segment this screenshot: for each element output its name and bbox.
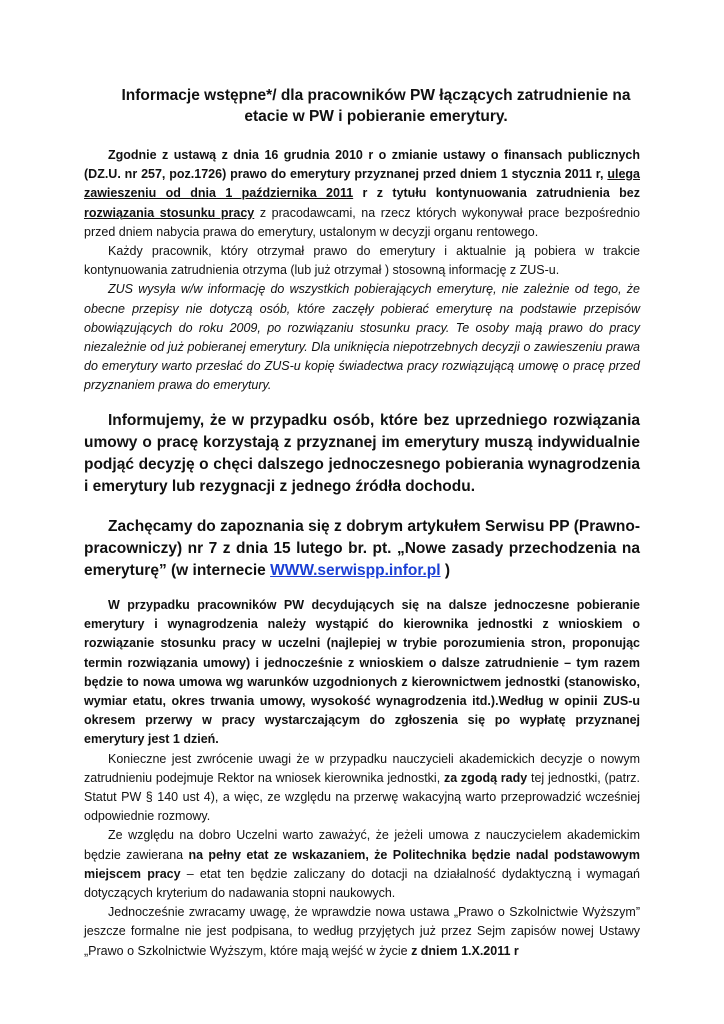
no-termination-text: rozwiązania stosunku pracy	[84, 205, 255, 220]
rector-text: Konieczne jest zwrócenie uwagi że w przypadku nauczycieli akademickich decyzje o nowym zatrudnieniu podejmuje Rektor na wniosek kierownika jednostki,	[84, 751, 640, 785]
body-paragraph-1: W przypadku pracowników PW decydujących się na dalsze jednoczesne pobieranie emerytury i wynagrodzenia należy wystąpić do kierownika jednostki z wnioskiem o rozwiązanie stosunku pracy w uczelni (najlepiej w trybie porozumienia stron, proponując termin rozwiązania umowy) i jednocześnie z wnioskiem o dalsze zatrudnienie – tym razem będzie to nowa umowa wg warunków uzgodnionych z kierownictwem jednostki (stanowisko, wymiar etatu, okres trwania umowy, wysokość wynagrodzenia itd.).Według w opinii ZUS-u okresem przerwy w pracy wystarczającym do zgłoszenia się po wypłatę przyznanej emerytury jest 1 dzień.	[84, 598, 640, 747]
body-paragraph-2	[84, 750, 640, 827]
law-reference: Zgodnie z ustawą z dnia 16 grudnia 2010 r o zmianie ustawy o finansach publicznych (DZ.U. nr 257, poz.1726) prawo do emerytury przyznanej przed dniem 1 stycznia 2011 r,	[84, 148, 640, 182]
intro-paragraph-3: ZUS wysyła w/w informację do wszystkich pobierających emeryturę, nie zależnie od tego, że obecne przepisy nie dotyczą osób, które zaczęły pobierać emeryturę na podstawie przepisów obowiązujących do roku 2009, po rozwiązaniu stosunku pracy. Te osoby mają prawo do pracy niezależnie od już pobieranej emerytury. Dla uniknięcia niepotrzebnych decyzji o zawieszeniu prawa do emerytury warto przesłać do ZUS-u kopię świadectwa pracy rozwiązującą umowę o pracę przed przyznaniem prawa do emerytury.	[84, 282, 640, 393]
intro-section	[84, 146, 640, 396]
encourage-close: )	[444, 562, 451, 579]
document-title	[84, 85, 668, 127]
serwispp-link[interactable]: WWW.serwispp.infor.pl	[270, 562, 441, 579]
continuation-text: r z tytułu kontynuowania zatrudnienia bez	[362, 186, 640, 201]
statute-text: tej jednostki, (patrz. Statut PW § 140 ust 4), a więc, ze względu na przerwę wakacyjną warto przeprowadzić wcześniej odpowiednie rozmowy.	[84, 770, 640, 824]
body-paragraph-3	[84, 826, 640, 903]
didactic-text: – etat ten będzie zaliczany do dotacji na działalność dydaktyczną i wymagań dotyczących kryterium do nadawania stopni naukowych.	[84, 866, 640, 901]
body-section	[84, 596, 640, 961]
employer-text: z pracodawcami, na rzecz których wykonywał prace bezpośrednio przed dniem nabycia prawa do emerytury, ustalonym w decyzji organu rentowego.	[84, 205, 640, 239]
inform-section	[84, 410, 640, 498]
intro-paragraph-1	[84, 146, 640, 242]
suspension-date: ulega zawieszeniu od dnia 1 października 2011	[84, 167, 640, 201]
council-consent: za zgodą rady	[443, 770, 528, 785]
intro-paragraph-2: Każdy pracownik, który otrzymał prawo do emerytury i aktualnie ją pobiera w trakcie kontynuowania zatrudnienia otrzyma (lub już otrzymał ) stosowną informację z ZUS-u.	[84, 244, 640, 278]
effective-date: z dniem 1.X.2011 r	[411, 943, 519, 958]
title-line-1: Informacje wstępne*/ dla pracowników PW łączących zatrudnienie na	[121, 87, 631, 104]
new-law-text: Jednocześnie zwracamy uwagę, że wprawdzie nowa ustawa „Prawo o Szkolnictwie Wyższym” jeszcze formalne nie jest podpisana, to według przyjętych już przez Sejm zapisów nowej Ustawy „Prawo o Szkolnictwie Wyższym, które mają wejść w życie	[84, 905, 640, 958]
encourage-text: Zachęcamy do zapoznania się z dobrym artykułem Serwisu PP (Prawno-pracowniczy) nr 7 z dnia 15 lutego br. pt. „Nowe zasady przechodzenia na emeryturę” (w internecie	[84, 518, 640, 579]
full-time-text: na pełny etat ze wskazaniem, że Politechnika będzie nadal podstawowym miejscem pracy	[84, 847, 640, 881]
encourage-paragraph	[84, 516, 640, 582]
university-good-text: Ze względu na dobro Uczelni warto zaważyć, że jeżeli umowa z nauczycielem akademickim będzie zawierana	[84, 828, 640, 862]
body-paragraph-4	[84, 903, 640, 961]
title-line-2: etacie w PW i pobieranie emerytury.	[244, 108, 508, 125]
encourage-section	[84, 516, 640, 582]
inform-paragraph: Informujemy, że w przypadku osób, które bez uprzedniego rozwiązania umowy o pracę korzystają z przyznanej im emerytury muszą indywidualnie podjąć decyzję o chęci dalszego jednoczesnego pobierania wynagrodzenia i emerytury lub rezygnacji z jednego źródła dochodu.	[84, 412, 640, 495]
